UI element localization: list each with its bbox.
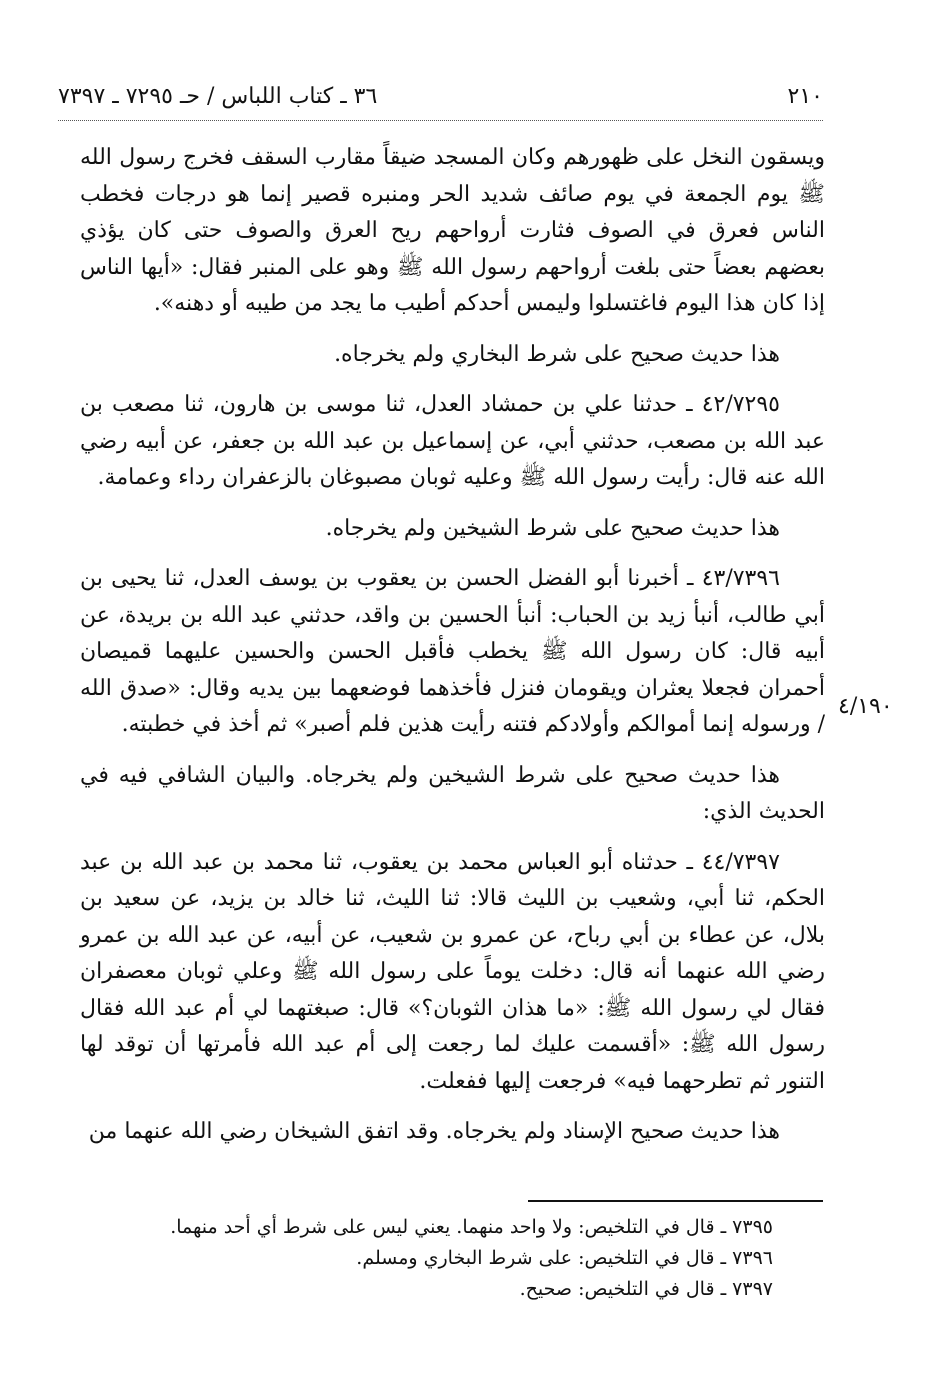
hadith-7295: ٤٢/٧٢٩٥ ـ حدثنا علي بن حمشاد العدل، ثنا موسى بن هارون، ثنا مصعب بن عبد الله بن مصعب، حدثني أبي، عن إسماعيل بن عبد الله بن جعفر، عن أبيه رضي الله عنه قال: رأيت رسول الله ﷺ وعليه ثوبان مصبوغان بالزعفران رداء وعمامة.: [80, 392, 825, 490]
footnote-divider: [528, 1200, 823, 1202]
page-header: [58, 80, 823, 121]
footnote: ٧٣٩٧ ـ قال في التلخيص: صحيح.: [519, 1278, 773, 1300]
marginal-reference: ٤/١٩٠: [838, 694, 893, 719]
running-title: ٣٦ ـ كتاب اللباس / حـ ٧٢٩٥ ـ ٧٣٩٧: [58, 84, 378, 109]
main-text: [80, 140, 825, 1165]
hadith-7397: ٤٤/٧٣٩٧ ـ حدثناه أبو العباس محمد بن يعقوب، ثنا محمد بن عبد الله بن عبد الحكم، ثنا أبي، وشعيب بن الليث قالا: ثنا الليث، ثنا خالد بن يزيد، عن سعيد بن بلال، عن عطاء بن أبي رباح، عن عمرو بن شعيب، عن أبيه، عن عبد الله بن عمرو رضي الله عنهما أنه قال: دخلت يوماً على رسول الله ﷺ وعلي ثوبان معصفران فقال لي رسول الله ﷺ: «ما هذان الثوبان؟» قال: صبغتهما لي أم عبد الله فقال رسول الله ﷺ: «أقسمت عليك لما رجعت إلى أم عبد الله فأمرتها أن توقد لها التنور ثم تطرحهما فيه» فرجعت إليها ففعلت.: [80, 849, 825, 1094]
page-number: ٢١٠: [787, 84, 823, 109]
verdict-paragraph: هذا حديث صحيح على شرط الشيخين ولم يخرجاه. والبيان الشافي فيه في الحديث الذي:: [80, 762, 825, 824]
paragraph: ويسقون النخل على ظهورهم وكان المسجد ضيقاً مقارب السقف فخرج رسول الله ﷺ يوم الجمعة في يوم صائف شديد الحر ومنبره قصير إنما هو درجات فخطب الناس فعرق في الصوف فثارت أرواحهم ريح العرق والصوف حتى كان يؤذي بعضهم بعضاً حتى بلغت أرواحهم رسول الله ﷺ وهو على المنبر فقال: «أيها الناس إذا كان هذا اليوم فاغتسلوا وليمس أحدكم أطيب ما يجد من طيبه أو دهنه».: [80, 145, 825, 316]
verdict-paragraph: هذا حديث صحيح الإسناد ولم يخرجاه. وقد اتفق الشيخان رضي الله عنهما من: [88, 1119, 780, 1144]
footnote: ٧٣٩٥ ـ قال في التلخيص: ولا واحد منهما. يعني ليس على شرط أي أحد منهما.: [170, 1216, 773, 1238]
hadith-7396: ٤٣/٧٣٩٦ ـ أخبرنا أبو الفضل الحسن بن يعقوب بن يوسف العدل، ثنا يحيى بن أبي طالب، أنبأ زيد بن الحباب: أنبأ الحسين بن واقد، حدثني عبد الله بن بريدة، عن أبيه قال: كان رسول الله ﷺ يخطب فأقبل الحسن والحسين عليهما قميصان أحمران فجعلا يعثران ويقومان فنزل فأخذهما فوضعهما بين يديه وقال: «صدق الله / ورسوله إنما أموالكم وأولادكم فتنه رأيت هذين فلم أصبر» ثم أخذ في خطبته.: [80, 566, 825, 737]
footnotes: [80, 1212, 825, 1305]
verdict-paragraph: هذا حديث صحيح على شرط الشيخين ولم يخرجاه.: [325, 515, 780, 541]
footnote: ٧٣٩٦ ـ قال في التلخيص: على شرط البخاري ومسلم.: [356, 1247, 773, 1269]
verdict-paragraph: هذا حديث صحيح على شرط البخاري ولم يخرجاه.: [334, 341, 780, 367]
